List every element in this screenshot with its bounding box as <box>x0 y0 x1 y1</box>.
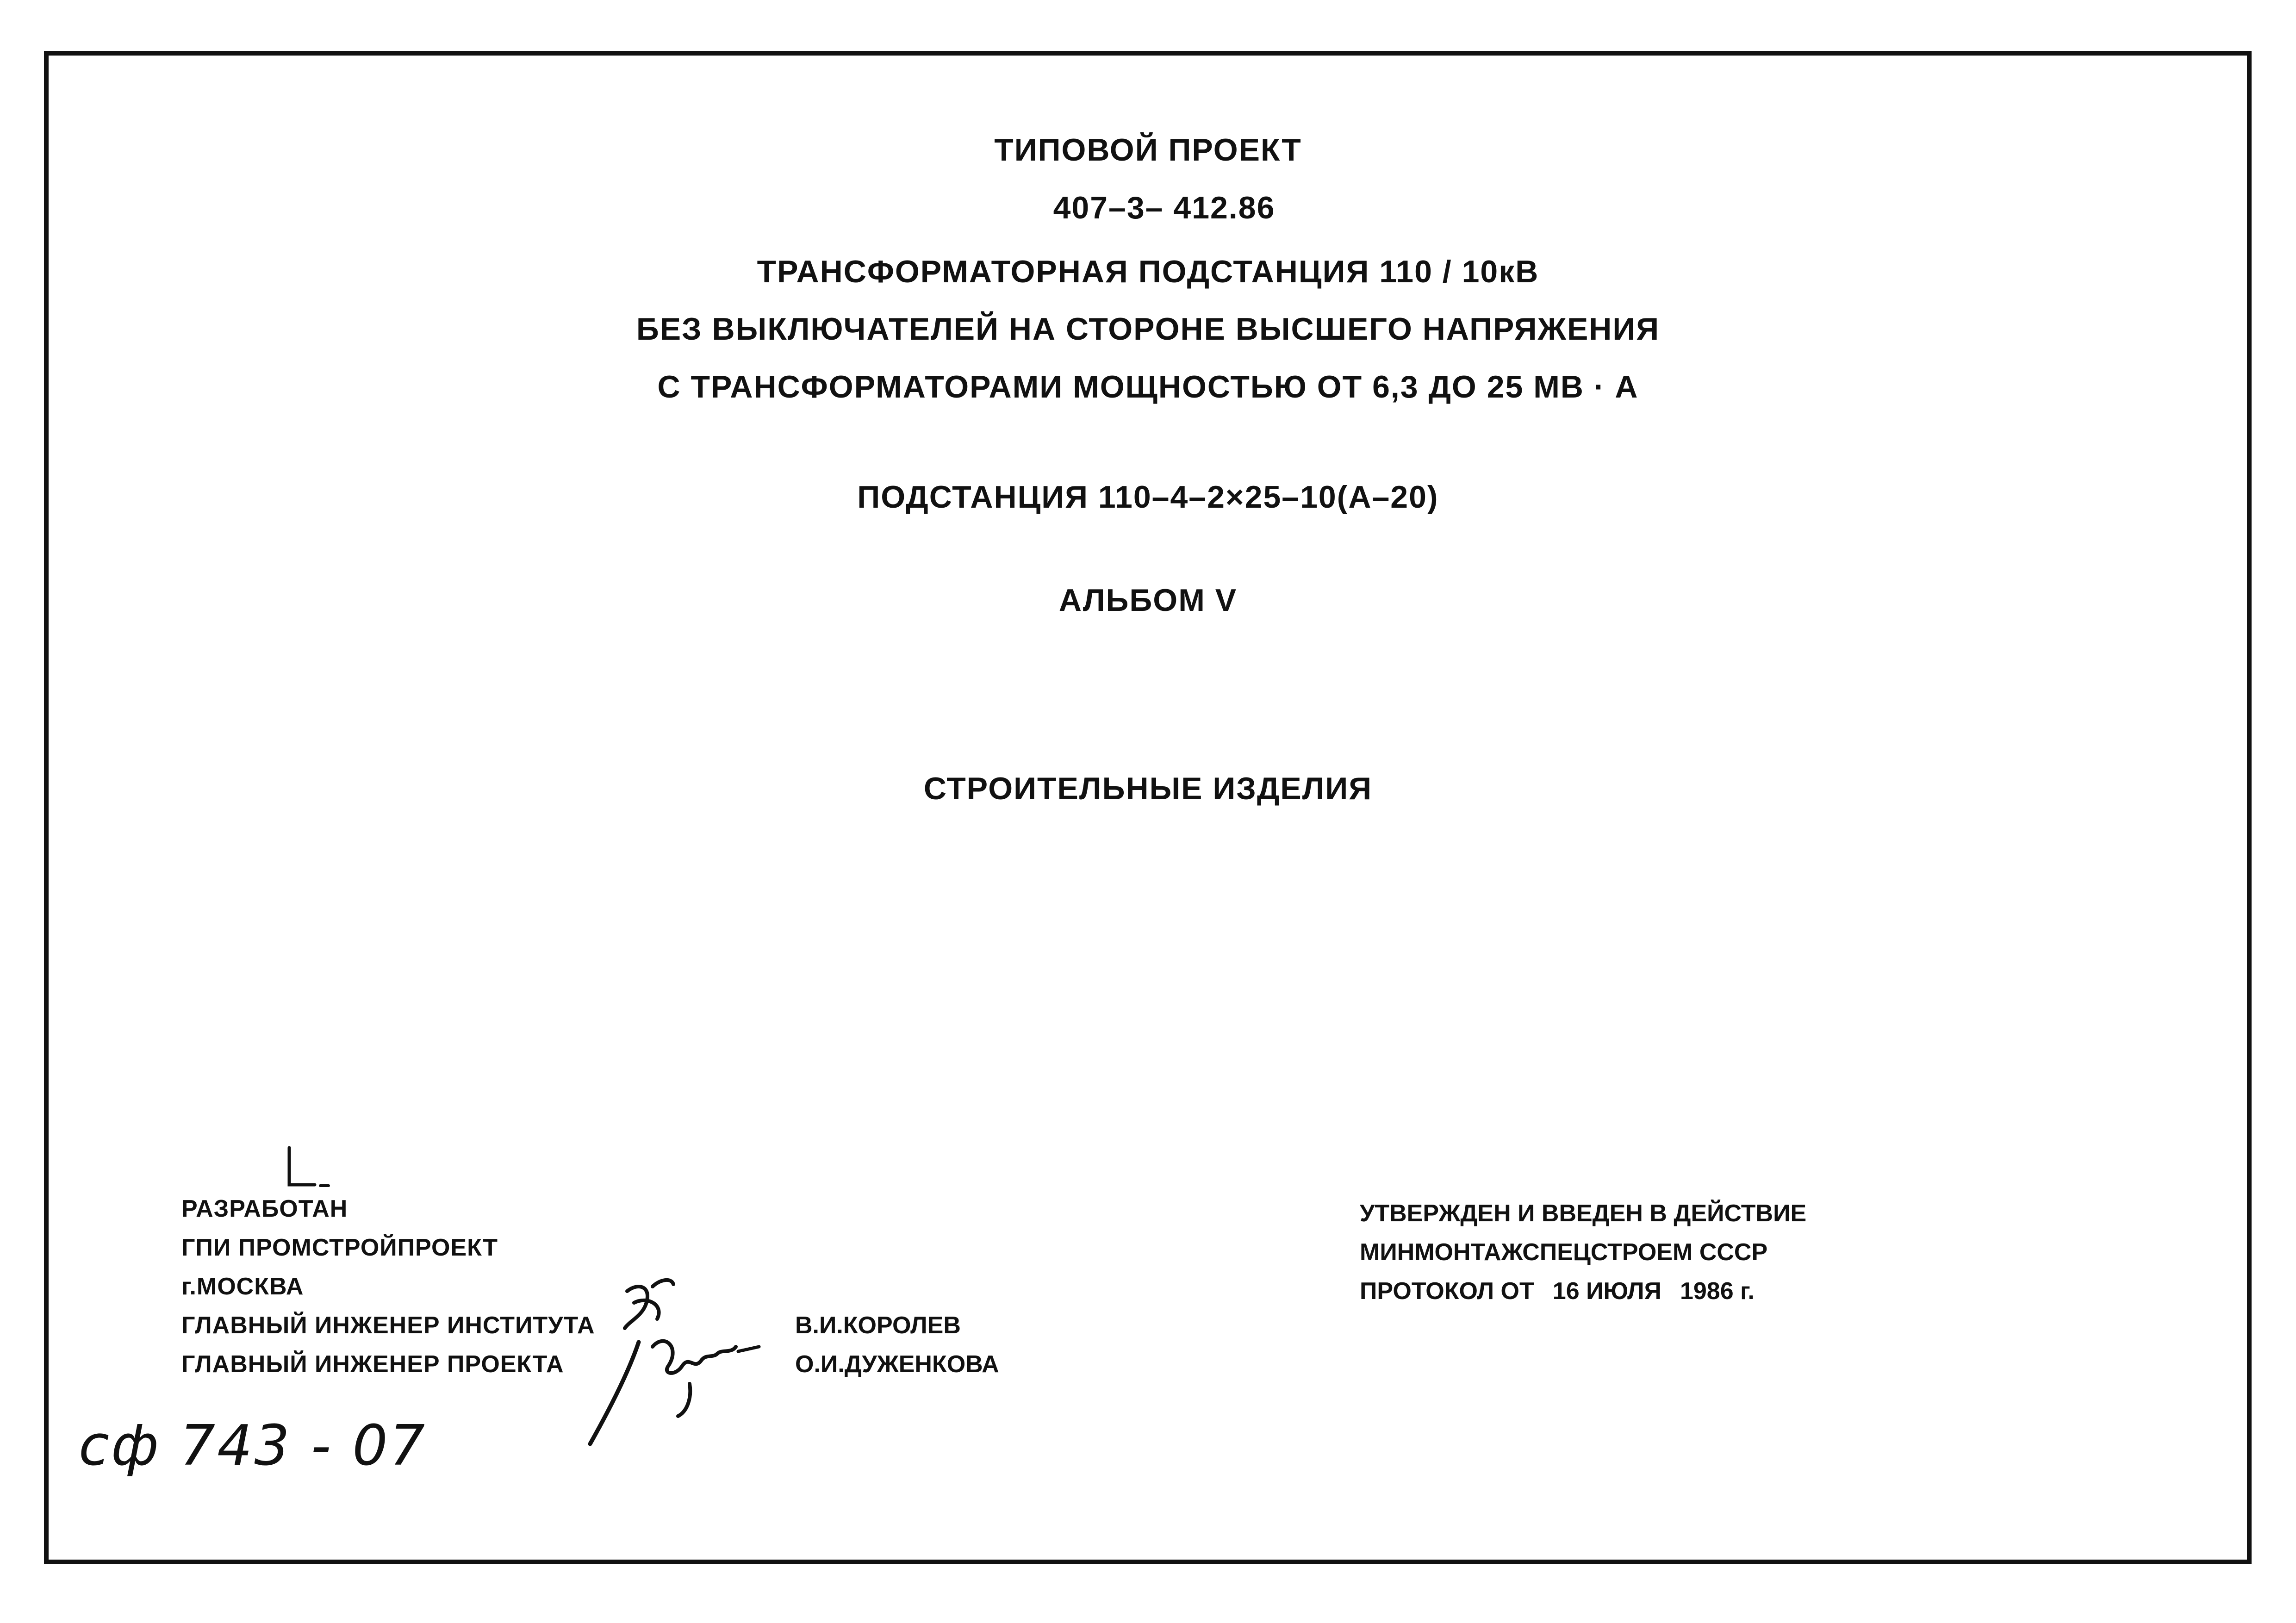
project-number: 407–3– 412.86 <box>1053 190 1276 225</box>
album-subject: СТРОИТЕЛЬНЫЕ ИЗДЕЛИЯ <box>923 771 1373 806</box>
project-type-heading: ТИПОВОЙ ПРОЕКТ <box>994 132 1302 168</box>
corner-tick-mark <box>282 1143 333 1194</box>
chief-engineer-project-name: О.И.ДУЖЕНКОВА <box>795 1351 999 1378</box>
chief-engineer-institute-name: В.И.КОРОЛЕВ <box>795 1312 961 1339</box>
approval-line-2: МИНМОНТАЖСПЕЦСТРОЕМ СССР <box>1360 1239 1768 1266</box>
handwritten-signature <box>583 1277 778 1453</box>
chief-engineer-project-role: ГЛАВНЫЙ ИНЖЕНЕР ПРОЕКТА <box>181 1351 564 1378</box>
chief-engineer-institute-role: ГЛАВНЫЙ ИНЖЕНЕР ИНСТИТУТА <box>181 1312 595 1339</box>
developer-organization: ГПИ ПРОМСТРОЙПРОЕКТ <box>181 1234 498 1261</box>
developer-city: г.МОСКВА <box>181 1273 304 1300</box>
protocol-year: 1986 г. <box>1680 1278 1755 1305</box>
album-number: АЛЬБОМ V <box>1058 583 1238 618</box>
substation-designation: ПОДСТАНЦИЯ 110–4–2×25–10(А–20) <box>857 479 1439 515</box>
protocol-label: ПРОТОКОЛ ОТ <box>1360 1278 1534 1305</box>
names-block <box>795 1306 999 1384</box>
project-title-line-3: С ТРАНСФОРМАТОРАМИ МОЩНОСТЬЮ ОТ 6,3 ДО 25 МВ · А <box>657 369 1639 404</box>
project-title-line-2: БЕЗ ВЫКЛЮЧАТЕЛЕЙ НА СТОРОНЕ ВЫСШЕГО НАПРЯЖЕНИЯ <box>636 311 1660 347</box>
developer-label: РАЗРАБОТАН <box>181 1195 348 1222</box>
approval-line-3 <box>1360 1272 1806 1311</box>
developer-block <box>181 1189 595 1384</box>
protocol-date: 16 ИЮЛЯ <box>1552 1278 1661 1305</box>
approval-line-1: УТВЕРЖДЕН И ВВЕДЕН В ДЕЙСТВИЕ <box>1360 1200 1807 1227</box>
approval-block <box>1360 1194 1806 1311</box>
handwritten-archive-code: сф 743 - 07 <box>79 1414 427 1478</box>
project-title-line-1: ТРАНСФОРМАТОРНАЯ ПОДСТАНЦИЯ 110 / 10кВ <box>757 254 1539 289</box>
